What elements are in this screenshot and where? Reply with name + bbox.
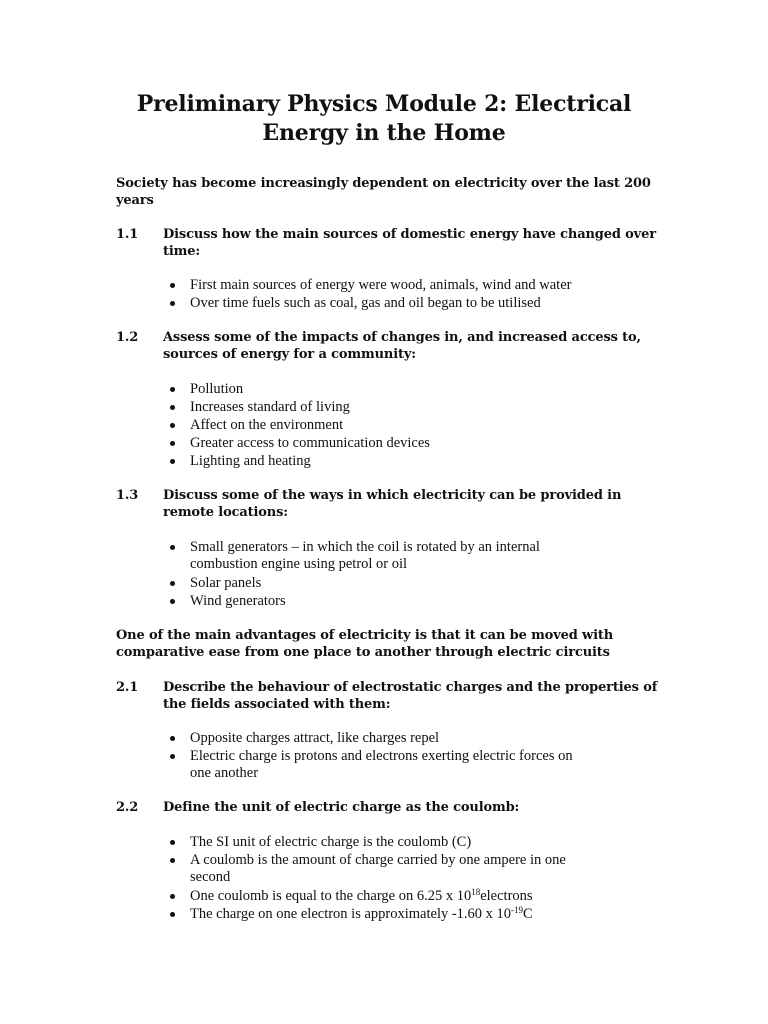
bullet-1-2-item: Affect on the environment: [190, 417, 344, 433]
bullet-icon: [170, 581, 175, 586]
bullet-2-2-electron-charge: [190, 906, 533, 923]
bullet-icon: [170, 441, 175, 446]
electron-charge-text: The charge on one electron is approximately -1.60 x 10: [190, 906, 512, 922]
question-1-2-line-2: sources of energy for a community:: [163, 347, 416, 362]
question-2-1-line-2: the fields associated with them:: [163, 697, 391, 712]
bullet-icon: [170, 459, 175, 464]
bullet-2-2-coulomb-electrons: [190, 888, 533, 905]
section-intro-heading-2-line-1: One of the main advantages of electricity is that it can be moved with: [116, 628, 614, 643]
bullet-1-2-item: Greater access to communication devices: [190, 435, 430, 451]
exponent: 18: [471, 887, 481, 897]
bullet-icon: [170, 912, 175, 917]
bullet-icon: [170, 423, 175, 428]
bullet-2-2-item-line-2: second: [190, 869, 231, 885]
bullet-1-3-item-line-2: combustion engine using petrol or oil: [190, 556, 408, 572]
bullet-1-3-item: Solar panels: [190, 575, 262, 591]
bullet-1-3-item: Wind generators: [190, 593, 286, 609]
bullet-2-2-item-line-1: A coulomb is the amount of charge carried by one ampere in one: [190, 852, 566, 868]
question-number-1-3: 1.3: [116, 488, 139, 503]
question-number-1-1: 1.1: [116, 227, 139, 242]
section-intro-heading-2-line-2: comparative ease from one place to another through electric circuits: [116, 645, 610, 660]
bullet-1-3-item-line-1: Small generators – in which the coil is rotated by an internal: [190, 539, 540, 555]
electron-charge-unit: C: [523, 906, 533, 922]
exponent: -19: [511, 905, 524, 915]
section-intro-heading-line-1: Society has become increasingly dependent on electricity over the last 200: [116, 176, 651, 191]
coulomb-unit-text: electrons: [480, 888, 533, 904]
bullet-1-2-item: Pollution: [190, 381, 244, 397]
question-1-3-line-1: Discuss some of the ways in which electricity can be provided in: [163, 488, 622, 503]
question-number-1-2: 1.2: [116, 330, 139, 345]
bullet-2-1-item: Opposite charges attract, like charges repel: [190, 730, 440, 746]
question-1-3-line-2: remote locations:: [163, 505, 288, 520]
bullet-2-1-item-line-1: Electric charge is protons and electrons exerting electric forces on: [190, 748, 573, 764]
question-1-1-line-2: time:: [163, 244, 201, 259]
bullet-icon: [170, 387, 175, 392]
bullet-1-2-item: Lighting and heating: [190, 453, 311, 469]
bullet-icon: [170, 754, 175, 759]
document-title-line-2: Energy in the Home: [262, 120, 506, 146]
question-1-2-line-1: Assess some of the impacts of changes in, and increased access to,: [163, 330, 641, 345]
bullet-icon: [170, 736, 175, 741]
section-intro-heading-line-2: years: [116, 193, 154, 208]
bullet-icon: [170, 545, 175, 550]
bullet-2-2-item: The SI unit of electric charge is the coulomb (C): [190, 834, 472, 850]
bullet-1-2-item: Increases standard of living: [190, 399, 350, 415]
question-1-1-line-1: Discuss how the main sources of domestic energy have changed over: [163, 227, 656, 242]
question-2-2-line-1: Define the unit of electric charge as the coulomb:: [163, 800, 520, 815]
bullet-1-1-item: First main sources of energy were wood, animals, wind and water: [190, 277, 572, 293]
bullet-icon: [170, 301, 175, 306]
bullet-2-1-item-line-2: one another: [190, 765, 259, 781]
bullet-icon: [170, 840, 175, 845]
bullet-icon: [170, 894, 175, 899]
bullet-icon: [170, 405, 175, 410]
bullet-icon: [170, 599, 175, 604]
document-title-line-1: Preliminary Physics Module 2: Electrical: [136, 91, 632, 117]
bullet-icon: [170, 858, 175, 863]
question-number-2-2: 2.2: [116, 800, 139, 815]
question-2-1-line-1: Describe the behaviour of electrostatic charges and the properties of: [163, 680, 658, 695]
bullet-1-1-item: Over time fuels such as coal, gas and oil began to be utilised: [190, 295, 541, 311]
bullet-icon: [170, 283, 175, 288]
coulomb-text: One coulomb is equal to the charge on 6.25 x 10: [190, 888, 472, 904]
question-number-2-1: 2.1: [116, 680, 139, 695]
